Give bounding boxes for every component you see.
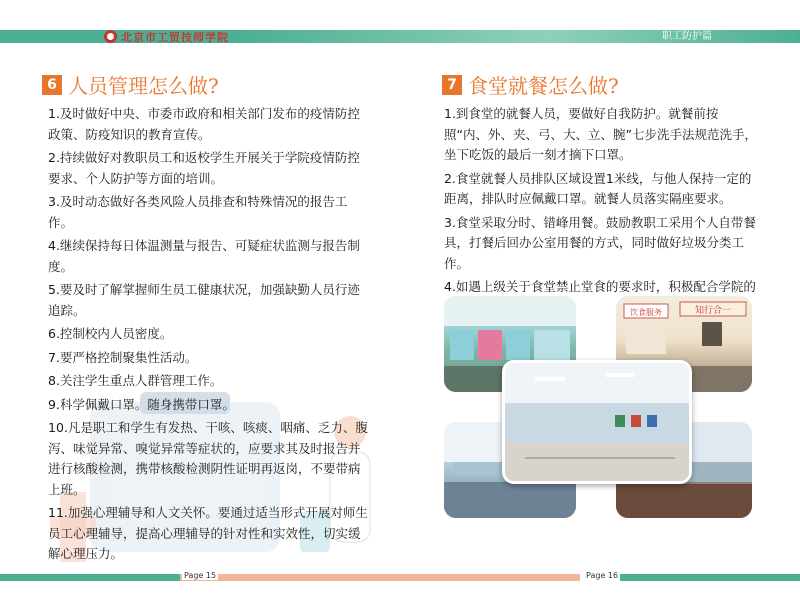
page-number-right (584, 571, 620, 580)
page-value: 15 (205, 571, 217, 580)
list-item: 6.控制校内人员密度。 (48, 326, 173, 341)
section-6-header (42, 70, 219, 99)
section-6-body (48, 104, 368, 568)
list-item: 11.加强心理辅导和人文关怀。要通过适当形式开展对师生员工心理辅导，提高心理辅导的针对性和实效性，切实缓解心理压力。 (48, 505, 368, 561)
header-bar-accent (240, 30, 800, 43)
list-item: 3.及时动态做好各类风险人员排查和特殊情况的报告工作。 (48, 194, 348, 230)
canteen-photo-main (502, 360, 692, 484)
school-logo (104, 30, 229, 43)
canteen-sign-1: 饮食服务 (630, 308, 662, 317)
chapter-title: 职工防护篇 (662, 31, 712, 42)
list-item: 2.食堂就餐人员排队区域设置1米线，与他人保持一定的距离，排队时应佩戴口罩。就餐人员落实隔座要求。 (444, 170, 752, 206)
page-value: 16 (607, 571, 619, 580)
list-item: 1.到食堂的就餐人员，要做好自我防护。就餐前按照“内、外、夹、弓、大、立、腕”七步洗手法规范洗手，坐下吃饭的最后一刻才摘下口罩。 (444, 106, 757, 162)
list-item: 8.关注学生重点人群管理工作。 (48, 373, 223, 388)
section-7-header (442, 70, 619, 99)
page-label: Page (184, 571, 204, 580)
canteen-sign-2: 知行合一 (694, 306, 732, 316)
list-item: 3.食堂采取分时、错峰用餐。鼓励教职工采用个人自带餐具，打餐后回办公室用餐的方式，同时做好垃圾分类工作。 (444, 214, 756, 271)
section-title: 人员管理怎么做? (68, 74, 219, 98)
page-label: Page (586, 571, 606, 580)
list-item: 1.及时做好中央、市委市政府和相关部门发布的疫情防控政策、防疫知识的教育宣传。 (48, 106, 360, 142)
list-item: 4.继续保持每日体温测量与报告、可疑症状监测与报告制度。 (48, 238, 360, 274)
list-item: 10.凡是职工和学生有发热、干咳、咳痰、咽痛、乏力、腹泻、味觉异常、嗅觉异常等症状的，应要求其及时报告并进行核酸检测，携带核酸检测阴性证明再返岗，不要带病上班。 (48, 420, 368, 497)
school-name: 北京市工贸技师学院 (121, 30, 229, 44)
section-number: 7 (442, 75, 462, 95)
footer-bar-center (220, 574, 580, 581)
list-item: 4.如遇上级关于食堂禁止堂食的要求时，积极配合学院的 (444, 279, 756, 294)
list-item: 7.要严格控制聚集性活动。 (48, 349, 198, 365)
section-number: 6 (42, 75, 62, 95)
footer-bar-left (0, 574, 180, 581)
footer-bar-right (620, 574, 800, 581)
list-item: 9.科学佩戴口罩。随身携带口罩。 (48, 396, 235, 412)
list-item: 2.持续做好对教职员工和返校学生开展关于学院疫情防控要求、个人防护等方面的培训。 (48, 150, 360, 186)
section-title: 食堂就餐怎么做? (468, 74, 619, 98)
list-item: 5.要及时了解掌握师生员工健康状况，加强缺勤人员行迹追踪。 (48, 282, 360, 318)
page-number-left (182, 571, 218, 580)
school-emblem-icon (104, 30, 117, 43)
section-7-body (444, 104, 760, 321)
